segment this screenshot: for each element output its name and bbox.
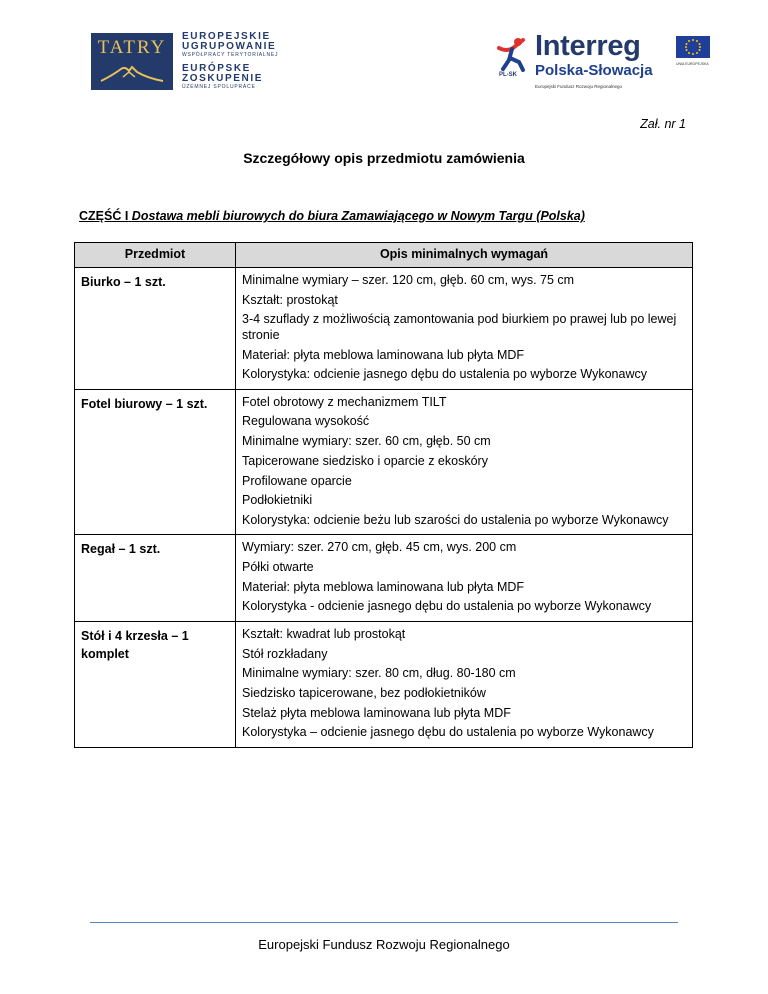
requirement-line: Minimalne wymiary: szer. 80 cm, dług. 80-180 cm (242, 666, 516, 681)
table-row (75, 535, 693, 622)
requirement-line: Minimalne wymiary: szer. 60 cm, głęb. 50 cm (242, 434, 491, 449)
tatry-logo-mark (91, 33, 173, 90)
part-number: CZĘŚĆ I (79, 209, 129, 223)
requirements-cell (236, 268, 693, 390)
eu-caption: UNIA EUROPEJSKA (676, 62, 709, 66)
requirements-cell (236, 621, 693, 747)
tatry-logo (91, 32, 278, 90)
pl-sk-badge: PL-SK (499, 72, 517, 78)
tatry-line-5: ZOSKUPENIE (182, 73, 264, 84)
requirement-line: Kształt: prostokąt (242, 292, 338, 307)
requirement-line: Tapicerowane siedzisko i oparcie z ekoskóry (242, 453, 488, 468)
requirement-line: Kolorystyka: odcienie jasnego dębu do ustalenia po wyborze Wykonawcy (242, 367, 647, 382)
footer-divider (90, 922, 678, 923)
tatry-logo-word: TATRY (97, 36, 167, 58)
attachment-number: Zał. nr 1 (640, 117, 686, 131)
requirement-line: Kolorystyka – odcienie jasnego dębu do ustalenia po wyborze Wykonawcy (242, 725, 654, 740)
table-header-row (75, 243, 693, 268)
table-row (75, 389, 693, 535)
requirement-line: Fotel obrotowy z mechanizmem TILT (242, 394, 447, 409)
interreg-wordmark: Interreg (535, 30, 641, 62)
item-name: Biurko – 1 szt. (75, 268, 236, 390)
tatry-line-3: WSPÓŁPRACY TERYTORIALNEJ (182, 52, 279, 58)
requirements-table (74, 242, 693, 748)
requirement-line: Materiał: płyta meblowa laminowana lub płyta MDF (242, 579, 525, 594)
part-title: Dostawa mebli biurowych do biura Zamawiającego w Nowym Targu (Polska) (131, 209, 585, 223)
tatry-line-2: UGRUPOWANIE (182, 41, 277, 52)
tatry-line-4: EURÓPSKE (182, 63, 251, 74)
tatry-logo-text (182, 32, 278, 90)
requirement-line: Kolorystyka: odcienie beżu lub szarości do ustalenia po wyborze Wykonawcy (242, 512, 669, 527)
item-name: Stół i 4 krzesła – 1 komplet (75, 621, 236, 747)
item-name: Regał – 1 szt. (75, 535, 236, 622)
document-title: Szczegółowy opis przedmiotu zamówienia (243, 150, 525, 166)
interreg-subtitle: Polska-Słowacja (535, 62, 653, 79)
mountain-icon (99, 61, 165, 87)
requirement-line: Stelaż płyta meblowa laminowana lub płyta MDF (242, 705, 511, 720)
requirement-line: Podłokietniki (242, 493, 313, 508)
requirement-line: Regulowana wysokość (242, 414, 370, 429)
column-header-requirements: Opis minimalnych wymagań (236, 243, 693, 268)
table-row (75, 268, 693, 390)
eu-flag-icon (676, 36, 710, 58)
table-row (75, 621, 693, 747)
requirement-line: Profilowane oparcie (242, 473, 352, 488)
requirement-line: Kolorystyka - odcienie jasnego dębu do ustalenia po wyborze Wykonawcy (242, 599, 652, 614)
requirements-cell (236, 535, 693, 622)
tatry-line-6: ÚZEMNEJ SPOLUPRÁCE (182, 84, 256, 90)
requirement-line: Minimalne wymiary – szer. 120 cm, głęb. 60 cm, wys. 75 cm (242, 273, 575, 287)
requirement-line: Siedzisko tapicerowane, bez podłokietników (242, 686, 486, 700)
interreg-fund-note: Europejski Fundusz Rozwoju Regionalnego (535, 84, 623, 89)
requirement-line: Kształt: kwadrat lub prostokąt (242, 626, 406, 641)
column-header-item: Przedmiot (75, 243, 236, 268)
item-name: Fotel biurowy – 1 szt. (75, 389, 236, 535)
part-heading (79, 209, 585, 223)
requirement-line: Stół rozkładany (242, 646, 328, 661)
requirement-line: Półki otwarte (242, 560, 314, 575)
footer-text: Europejski Fundusz Rozwoju Regionalnego (258, 937, 510, 952)
interreg-figure-icon (495, 36, 529, 72)
interreg-logo (495, 32, 715, 92)
requirement-line: Materiał: płyta meblowa laminowana lub płyta MDF (242, 347, 525, 362)
requirement-line: Wymiary: szer. 270 cm, głęb. 45 cm, wys. 200 cm (242, 540, 517, 555)
tatry-line-1: EUROPEJSKIE (182, 31, 271, 42)
requirement-line: 3-4 szuflady z możliwością zamontowania pod biurkiem po prawej lub po lewej stronie (242, 312, 677, 342)
requirements-cell (236, 389, 693, 535)
